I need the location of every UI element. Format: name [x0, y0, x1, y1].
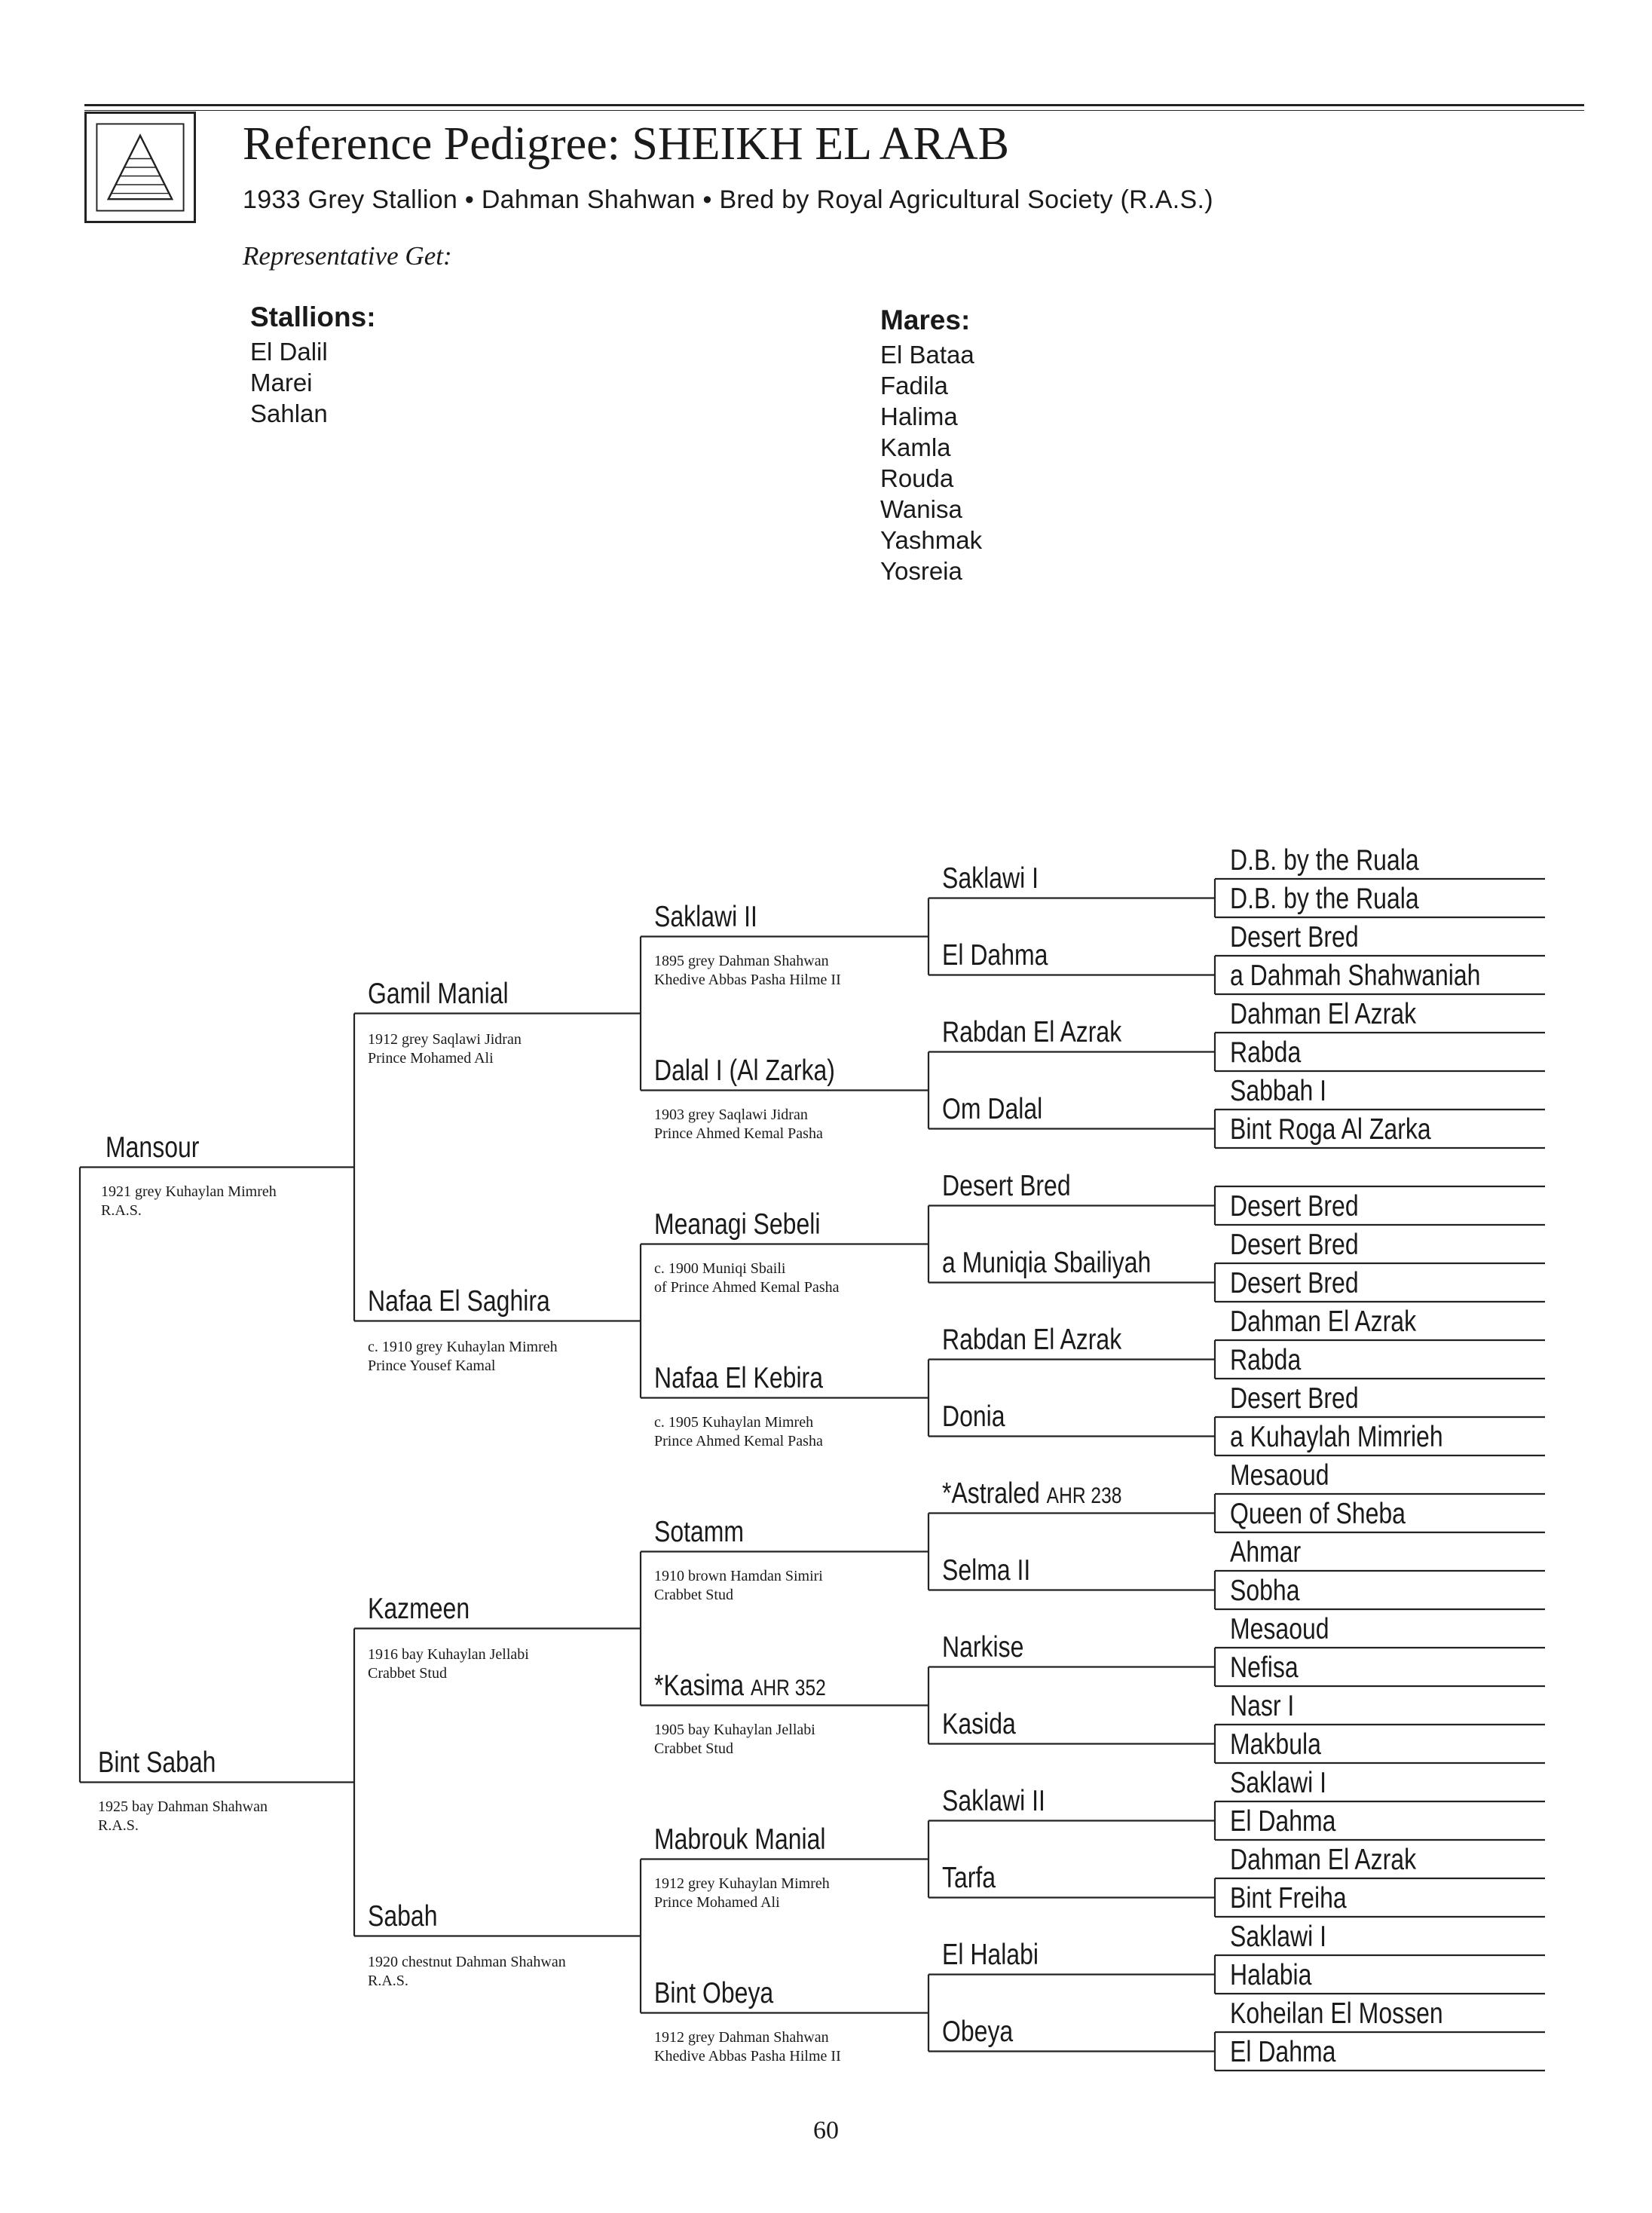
- gen4-name: [942, 1940, 1039, 1970]
- gen2-name: [368, 979, 509, 1009]
- representative-get-label: Representative Get:: [243, 241, 452, 271]
- horse-name: Saklawi I: [1230, 1921, 1326, 1953]
- gen5-name: [1230, 1922, 1326, 1951]
- mare-item: Kamla: [880, 433, 951, 461]
- horse-name: a Dahmah Shahwaniah: [1230, 960, 1481, 992]
- mare-item: Halima: [880, 403, 958, 430]
- horse-name: Koheilan El Mossen: [1230, 1997, 1443, 2030]
- detail-line: 1912 grey Saqlawi Jidran: [368, 1030, 522, 1048]
- gen5-name: [1230, 1345, 1301, 1375]
- detail-line: 1920 chestnut Dahman Shahwan: [368, 1953, 566, 1970]
- detail-line: R.A.S.: [368, 1972, 408, 1989]
- horse-name: Desert Bred: [1230, 1229, 1359, 1261]
- horse-details: [654, 1567, 823, 1605]
- detail-line: 1910 brown Hamdan Simiri: [654, 1567, 823, 1584]
- horse-name: *Astraled: [942, 1477, 1040, 1510]
- gen5-name: [1230, 1384, 1359, 1413]
- gen4-name: [942, 1786, 1045, 1816]
- gen4-name: [942, 1015, 1122, 1048]
- detail-line: Prince Ahmed Kemal Pasha: [654, 1125, 823, 1142]
- horse-details: [654, 952, 841, 990]
- horse-name: Obeya: [942, 2015, 1014, 2048]
- gen4-name: [942, 938, 1048, 972]
- horse-name: Dalal I (Al Zarka): [654, 1054, 835, 1087]
- horse-name: Halabia: [1230, 1959, 1312, 1991]
- horse-name: Selma II: [942, 1553, 1031, 1587]
- horse-name: Desert Bred: [1230, 1190, 1359, 1223]
- gen4-name: [942, 864, 1039, 893]
- detail-line: 1903 grey Saqlawi Jidran: [654, 1106, 808, 1123]
- detail-line: 1895 grey Dahman Shahwan: [654, 952, 829, 969]
- horse-name: Makbula: [1230, 1728, 1321, 1761]
- gen3-name: [654, 1671, 826, 1700]
- horse-name: D.B. by the Ruala: [1230, 844, 1419, 877]
- gen3-name: [654, 1517, 744, 1547]
- horse-name: Desert Bred: [1230, 1382, 1359, 1415]
- horse-name: Nasr I: [1230, 1690, 1295, 1722]
- gen4-name: [942, 1325, 1121, 1354]
- horse-name: *Kasima: [654, 1669, 745, 1702]
- gen3-name: [654, 1056, 835, 1085]
- horse-name: Sobha: [1230, 1575, 1300, 1607]
- horse-name: Queen of Sheba: [1230, 1498, 1406, 1530]
- detail-line: 1921 grey Kuhaylan Mimreh: [101, 1183, 277, 1200]
- gen5-name: [1230, 1461, 1329, 1490]
- gen5-name: [1230, 1269, 1359, 1298]
- gen5-name: [1230, 1653, 1299, 1682]
- detail-line: 1912 grey Dahman Shahwan: [654, 2028, 829, 2046]
- horse-name: Mesaoud: [1230, 1459, 1329, 1492]
- horse-name: Kasida: [942, 1707, 1016, 1740]
- registry-tag: AHR 238: [1046, 1483, 1122, 1508]
- stallion-item: Marei: [250, 369, 313, 396]
- detail-line: Khedive Abbas Pasha Hilme II: [654, 2047, 841, 2065]
- gen2-name: [368, 1284, 550, 1318]
- gen5-name: [1230, 1499, 1406, 1529]
- horse-name: Sotamm: [654, 1515, 745, 1548]
- stallion-item: Sahlan: [250, 399, 328, 427]
- detail-line: R.A.S.: [101, 1201, 142, 1219]
- horse-name: Rabdan El Azrak: [942, 1323, 1122, 1356]
- horse-details: [654, 1875, 830, 1912]
- gen4-name: [942, 1171, 1071, 1201]
- horse-name: Narkise: [942, 1630, 1024, 1664]
- horse-name: Om Dalal: [942, 1092, 1043, 1125]
- gen3-name: [654, 1976, 774, 2009]
- horse-name: El Dahma: [1230, 2036, 1336, 2068]
- detail-line: Prince Ahmed Kemal Pasha: [654, 1432, 823, 1449]
- horse-name: D.B. by the Ruala: [1230, 883, 1419, 915]
- horse-name: Meanagi Sebeli: [654, 1208, 821, 1241]
- gen5-name: [1230, 1691, 1294, 1721]
- gen5-name: [1230, 1115, 1431, 1144]
- detail-line: 1912 grey Kuhaylan Mimreh: [654, 1875, 830, 1892]
- horse-name: El Dahma: [942, 938, 1048, 972]
- gen5-name: [1230, 1960, 1311, 1990]
- page-number: 60: [813, 2117, 839, 2144]
- gen5-name: [1230, 1576, 1299, 1605]
- horse-name: Bint Obeya: [654, 1976, 774, 2009]
- horse-details: [368, 1953, 566, 1991]
- gen5-name: [1230, 923, 1359, 952]
- horse-name: Gamil Manial: [368, 977, 509, 1010]
- horse-name: Ahmar: [1230, 1536, 1302, 1569]
- detail-line: 1925 bay Dahman Shahwan: [98, 1798, 268, 1815]
- gen3-name: [654, 1825, 826, 1854]
- gen5-name: [1230, 1615, 1329, 1644]
- detail-line: Crabbet Stud: [654, 1586, 733, 1603]
- sire-name: [106, 1133, 199, 1162]
- gen5-name: [1230, 1999, 1443, 2028]
- horse-name: Mansour: [106, 1131, 200, 1164]
- gen2-name: [368, 1899, 438, 1933]
- gen3-name: [654, 902, 757, 932]
- horse-name: Desert Bred: [942, 1169, 1071, 1202]
- mare-item: El Bataa: [880, 341, 974, 369]
- horse-name: Bint Freiha: [1230, 1882, 1347, 1915]
- gen5-name: [1230, 1807, 1335, 1836]
- horse-name: Desert Bred: [1230, 1267, 1359, 1299]
- mares-heading: Mares:: [880, 305, 971, 335]
- gen5-name: [1230, 1230, 1359, 1260]
- detail-line: 1916 bay Kuhaylan Jellabi: [368, 1645, 529, 1663]
- horse-name: Sabbah I: [1230, 1075, 1327, 1107]
- horse-name: Dahman El Azrak: [1230, 998, 1417, 1030]
- gen5-name: [1230, 1884, 1347, 1913]
- horse-name: Dahman El Azrak: [1230, 1844, 1417, 1876]
- horse-name: Saklawi I: [942, 862, 1039, 895]
- gen4-name: [942, 1402, 1005, 1431]
- horse-details: [654, 1260, 840, 1297]
- mare-item: Rouda: [880, 464, 954, 492]
- detail-line: R.A.S.: [98, 1817, 139, 1834]
- gen4-name: [942, 1630, 1024, 1664]
- horse-name: Saklawi I: [1230, 1767, 1326, 1799]
- horse-name: Nefisa: [1230, 1651, 1299, 1684]
- horse-name: Mabrouk Manial: [654, 1823, 826, 1856]
- gen2-name: [368, 1594, 470, 1624]
- gen5-name: [1230, 1422, 1443, 1452]
- horse-name: Sabah: [368, 1899, 438, 1933]
- detail-line: Crabbet Stud: [654, 1740, 733, 1757]
- horse-name: El Halabi: [942, 1938, 1039, 1971]
- gen5-name: [1230, 846, 1419, 875]
- detail-line: 1905 bay Kuhaylan Jellabi: [654, 1721, 815, 1738]
- horse-name: Bint Sabah: [98, 1746, 216, 1779]
- horse-details: [368, 1030, 522, 1068]
- gen5-name: [1230, 1845, 1416, 1875]
- horse-name: Rabda: [1230, 1344, 1302, 1376]
- gen5-name: [1230, 961, 1480, 990]
- gen5-name: [1230, 1768, 1326, 1798]
- gen5-name: [1230, 884, 1419, 914]
- horse-name: Dahman El Azrak: [1230, 1305, 1417, 1338]
- page-title: Reference Pedigree: SHEIKH EL ARAB: [243, 118, 1009, 170]
- horse-details: [654, 2028, 841, 2066]
- horse-name: Rabdan El Azrak: [942, 1015, 1122, 1048]
- mare-item: Yashmak: [880, 526, 983, 554]
- detail-line: of Prince Ahmed Kemal Pasha: [654, 1278, 840, 1296]
- horse-details: [368, 1338, 558, 1376]
- gen5-name: [1230, 1192, 1359, 1221]
- gen4-name: [942, 1553, 1031, 1587]
- horse-name: El Dahma: [1230, 1805, 1336, 1838]
- horse-details: [101, 1183, 277, 1220]
- gen5-name: [1230, 1076, 1326, 1106]
- page-subtitle: 1933 Grey Stallion • Dahman Shahwan • Bred by Royal Agricultural Society (R.A.S.): [243, 185, 1213, 214]
- horse-details: [654, 1106, 823, 1143]
- horse-name: Saklawi II: [942, 1784, 1045, 1817]
- detail-line: c. 1900 Muniqi Sbaili: [654, 1260, 786, 1277]
- horse-name: Rabda: [1230, 1036, 1302, 1069]
- detail-line: Prince Yousef Kamal: [368, 1357, 496, 1374]
- mare-item: Fadila: [880, 372, 948, 399]
- horse-details: [368, 1645, 529, 1683]
- detail-line: Prince Mohamed Ali: [654, 1893, 780, 1911]
- mare-item: Yosreia: [880, 557, 962, 585]
- horse-name: Saklawi II: [654, 900, 757, 933]
- horse-name: Nafaa El Saghira: [368, 1284, 550, 1318]
- gen4-name: [942, 1863, 996, 1893]
- detail-line: c. 1905 Kuhaylan Mimreh: [654, 1413, 814, 1431]
- detail-line: Crabbet Stud: [368, 1664, 447, 1682]
- registry-tag: AHR 352: [750, 1675, 826, 1700]
- horse-details: [98, 1798, 268, 1835]
- gen4-name: [942, 1479, 1121, 1508]
- stallion-item: El Dalil: [250, 338, 328, 366]
- gen5-name: [1230, 1730, 1321, 1759]
- gen3-name: [654, 1361, 823, 1394]
- gen4-name: [942, 2017, 1013, 2046]
- gen4-name: [942, 1094, 1042, 1124]
- gen4-name: [942, 1248, 1151, 1278]
- horse-details: [654, 1721, 815, 1758]
- gen5-name: [1230, 1538, 1301, 1567]
- stallions-heading: Stallions:: [250, 301, 376, 332]
- detail-line: Khedive Abbas Pasha Hilme II: [654, 971, 841, 988]
- dam-name: [98, 1748, 216, 1777]
- mare-item: Wanisa: [880, 495, 962, 523]
- gen5-name: [1230, 1038, 1301, 1067]
- gen5-name: [1230, 1307, 1416, 1336]
- horse-name: Tarfa: [942, 1861, 996, 1894]
- horse-name: Kazmeen: [368, 1592, 470, 1625]
- horse-name: Mesaoud: [1230, 1613, 1329, 1645]
- horse-name: a Kuhaylah Mimrieh: [1230, 1421, 1443, 1453]
- gen5-name: [1230, 999, 1416, 1029]
- detail-line: Prince Mohamed Ali: [368, 1049, 494, 1067]
- horse-name: Bint Roga Al Zarka: [1230, 1113, 1431, 1146]
- gen4-name: [942, 1709, 1016, 1739]
- horse-name: Desert Bred: [1230, 921, 1359, 953]
- horse-name: Nafaa El Kebira: [654, 1361, 823, 1394]
- horse-details: [654, 1413, 823, 1451]
- horse-name: a Muniqia Sbailiyah: [942, 1246, 1152, 1279]
- gen3-name: [654, 1210, 820, 1239]
- gen5-name: [1230, 2037, 1335, 2067]
- horse-name: Donia: [942, 1400, 1005, 1433]
- detail-line: c. 1910 grey Kuhaylan Mimreh: [368, 1338, 558, 1355]
